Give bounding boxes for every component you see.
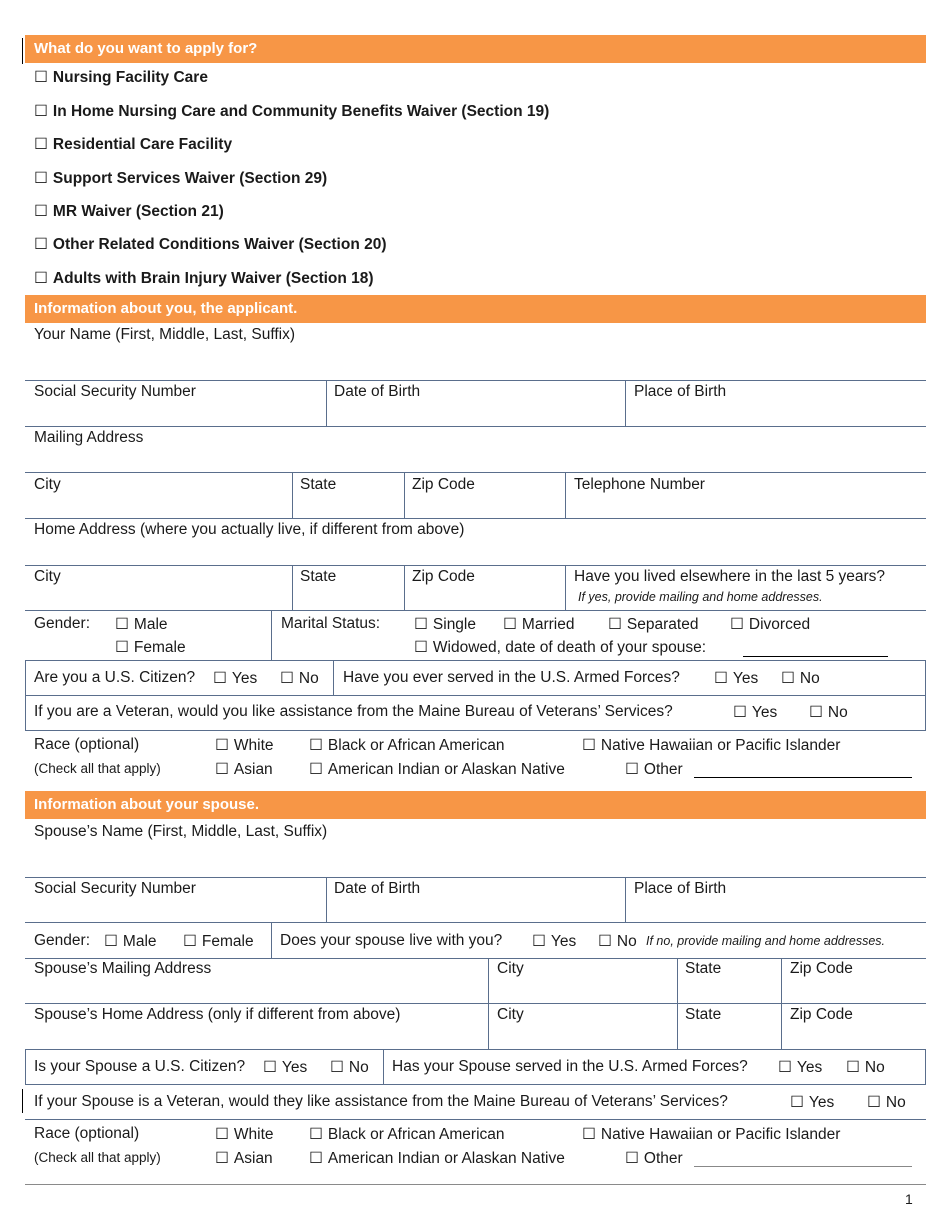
applicant-zip-label: Zip Code [412, 476, 475, 493]
apply-option-support-services[interactable]: ☐ Support Services Waiver (Section 29) [34, 170, 328, 187]
applicant-mailing-field[interactable] [25, 449, 926, 471]
gender-label: Gender: [34, 615, 91, 632]
checkbox-icon[interactable]: ☐ [183, 933, 197, 950]
lived-elsewhere-note: If yes, provide mailing and home addresses. [578, 590, 823, 604]
divider [25, 660, 926, 661]
checkbox-icon[interactable]: ☐ [34, 69, 48, 86]
veteran-no-option[interactable]: ☐ No [809, 704, 848, 721]
checkbox-icon[interactable]: ☐ [598, 933, 612, 950]
armed-yes-option[interactable]: ☐ Yes [714, 670, 759, 687]
checkbox-icon[interactable]: ☐ [733, 704, 747, 721]
divider [25, 695, 26, 730]
checkbox-icon[interactable]: ☐ [625, 761, 639, 778]
spouse-veteran-question: If your Spouse is a Veteran, would they like assistance from the Maine Bureau of Veterans’ Services? [34, 1093, 728, 1110]
checkbox-icon[interactable]: ☐ [414, 639, 428, 656]
spouse-pob-field[interactable] [626, 900, 926, 921]
divider [25, 380, 926, 381]
spouse-name-field[interactable] [25, 843, 926, 876]
apply-option-brain-injury[interactable]: ☐ Adults with Brain Injury Waiver (Section 18) [34, 270, 374, 287]
spouse-mailing-city-label: City [497, 960, 524, 977]
live-with-no-option[interactable]: ☐ No [598, 933, 637, 950]
spouse-home-city-label: City [497, 1006, 524, 1023]
checkbox-icon[interactable]: ☐ [115, 616, 129, 633]
checkbox-icon[interactable]: ☐ [213, 670, 227, 687]
checkbox-icon[interactable]: ☐ [867, 1094, 881, 1111]
divider [925, 1049, 926, 1084]
applicant-pob-field[interactable] [626, 403, 926, 425]
divider [25, 610, 926, 611]
marital-separated-option[interactable]: ☐ Separated [608, 616, 699, 633]
divider [25, 958, 926, 959]
applicant-home-label: Home Address (where you actually live, if different from above) [34, 521, 465, 538]
spouse-home-state-label: State [685, 1006, 722, 1023]
divider [925, 660, 926, 695]
applicant-home-city-label: City [34, 568, 61, 585]
divider [271, 922, 272, 958]
veteran-yes-option[interactable]: ☐ Yes [733, 704, 778, 721]
spouse-veteran-yes-option[interactable]: ☐ Yes [790, 1094, 835, 1111]
section-header-apply: What do you want to apply for? [25, 35, 926, 63]
spouse-armed-no-option[interactable]: ☐ No [846, 1059, 885, 1076]
checkbox-icon[interactable]: ☐ [34, 203, 48, 220]
divider [565, 565, 566, 611]
lived-elsewhere-question: Have you lived elsewhere in the last 5 years? [574, 568, 886, 585]
spouse-pob-label: Place of Birth [634, 880, 727, 897]
page-number: 1 [905, 1191, 913, 1207]
spouse-mailing-field[interactable] [25, 980, 487, 1002]
spouse-citizen-yes-option[interactable]: ☐ Yes [263, 1059, 308, 1076]
spouse-ssn-field[interactable] [25, 900, 325, 921]
applicant-pob-label: Place of Birth [634, 383, 727, 400]
divider [677, 1003, 678, 1049]
applicant-dob-label: Date of Birth [334, 383, 421, 400]
applicant-state-field[interactable] [293, 496, 403, 518]
divider [25, 565, 926, 566]
apply-option-residential-care[interactable]: ☐ Residential Care Facility [34, 136, 233, 153]
checkbox-icon[interactable]: ☐ [608, 616, 622, 633]
gender-male-option[interactable]: ☐ Male [115, 616, 168, 633]
spouse-mailing-zip-label: Zip Code [790, 960, 853, 977]
spouse-race-label: Race (optional) [34, 1125, 140, 1142]
applicant-ssn-field[interactable] [25, 403, 325, 425]
checkbox-icon[interactable]: ☐ [215, 1150, 229, 1167]
divider [25, 730, 926, 731]
race-native-american-option[interactable]: ☐ American Indian or Alaskan Native [309, 761, 565, 778]
spouse-race-asian-option[interactable]: ☐ Asian [215, 1150, 273, 1167]
applicant-home-field[interactable] [25, 541, 926, 563]
spouse-home-zip-label: Zip Code [790, 1006, 853, 1023]
live-with-yes-option[interactable]: ☐ Yes [532, 933, 577, 950]
applicant-city-field[interactable] [25, 496, 292, 518]
checkbox-icon[interactable]: ☐ [34, 170, 48, 187]
divider [333, 660, 334, 695]
divider [25, 1119, 926, 1120]
divider [25, 472, 926, 473]
checkbox-icon[interactable]: ☐ [280, 670, 294, 687]
checkbox-icon[interactable]: ☐ [625, 1150, 639, 1167]
checkbox-icon[interactable]: ☐ [104, 933, 118, 950]
race-sublabel: (Check all that apply) [34, 761, 161, 776]
divider [383, 1049, 384, 1084]
checkbox-icon[interactable]: ☐ [309, 761, 323, 778]
checkbox-icon[interactable]: ☐ [414, 616, 428, 633]
checkbox-icon[interactable]: ☐ [34, 103, 48, 120]
widowed-date-field[interactable] [743, 656, 888, 657]
marital-married-option[interactable]: ☐ Married [503, 616, 575, 633]
spouse-gender-label: Gender: [34, 932, 91, 949]
spouse-gender-female-option[interactable]: ☐ Female [183, 933, 254, 950]
checkbox-icon[interactable]: ☐ [34, 236, 48, 253]
divider [781, 958, 782, 1003]
spouse-mailing-state-label: State [685, 960, 722, 977]
spouse-armed-question: Has your Spouse served in the U.S. Armed Forces? [392, 1058, 748, 1075]
spouse-veteran-no-option[interactable]: ☐ No [867, 1094, 906, 1111]
divider [25, 660, 26, 695]
armed-no-option[interactable]: ☐ No [781, 670, 820, 687]
citizen-no-option[interactable]: ☐ No [280, 670, 319, 687]
section-header-spouse: Information about your spouse. [25, 791, 926, 819]
checkbox-icon[interactable]: ☐ [34, 270, 48, 287]
section-header-applicant: Information about you, the applicant. [25, 295, 926, 323]
race-white-option[interactable]: ☐ White [215, 737, 274, 754]
spouse-dob-label: Date of Birth [334, 880, 421, 897]
spouse-home-label: Spouse’s Home Address (only if different from above) [34, 1006, 401, 1023]
checkbox-icon[interactable]: ☐ [846, 1059, 860, 1076]
checkbox-icon[interactable]: ☐ [532, 933, 546, 950]
checkbox-icon[interactable]: ☐ [730, 616, 744, 633]
checkbox-icon[interactable]: ☐ [809, 704, 823, 721]
checkbox-icon[interactable]: ☐ [781, 670, 795, 687]
checkbox-icon[interactable]: ☐ [309, 737, 323, 754]
checkbox-icon[interactable]: ☐ [215, 761, 229, 778]
marital-divorced-option[interactable]: ☐ Divorced [730, 616, 811, 633]
apply-option-mr-waiver[interactable]: ☐ MR Waiver (Section 21) [34, 203, 224, 220]
divider [25, 922, 926, 923]
footer-divider [25, 1184, 926, 1185]
spouse-gender-male-option[interactable]: ☐ Male [104, 933, 157, 950]
spouse-dob-field[interactable] [327, 900, 625, 921]
race-black-option[interactable]: ☐ Black or African American [309, 737, 505, 754]
citizen-question: Are you a U.S. Citizen? [34, 669, 196, 686]
armed-forces-question: Have you ever served in the U.S. Armed Forces? [343, 669, 680, 686]
divider [271, 610, 272, 660]
checkbox-icon[interactable]: ☐ [309, 1150, 323, 1167]
cursor-mark [22, 1089, 23, 1113]
checkbox-icon[interactable]: ☐ [215, 1126, 229, 1143]
divider [25, 877, 926, 878]
divider [781, 1003, 782, 1049]
live-with-note: If no, provide mailing and home addresses. [646, 934, 886, 948]
apply-option-nursing-facility[interactable]: ☐ Nursing Facility Care [34, 69, 208, 86]
checkbox-icon[interactable]: ☐ [115, 639, 129, 656]
checkbox-icon[interactable]: ☐ [790, 1094, 804, 1111]
citizen-yes-option[interactable]: ☐ Yes [213, 670, 258, 687]
apply-option-other-related[interactable]: ☐ Other Related Conditions Waiver (Section 20) [34, 236, 387, 253]
spouse-race-white-option[interactable]: ☐ White [215, 1126, 274, 1143]
checkbox-icon[interactable]: ☐ [582, 737, 596, 754]
spouse-race-black-option[interactable]: ☐ Black or African American [309, 1126, 505, 1143]
applicant-phone-field[interactable] [566, 496, 926, 518]
race-other-option[interactable]: ☐ Other [625, 761, 683, 778]
divider [25, 695, 926, 696]
race-other-field[interactable] [694, 777, 912, 778]
applicant-ssn-label: Social Security Number [34, 383, 196, 400]
spouse-citizen-no-option[interactable]: ☐ No [330, 1059, 369, 1076]
applicant-dob-field[interactable] [327, 403, 625, 425]
checkbox-icon[interactable]: ☐ [34, 136, 48, 153]
applicant-home-zip-label: Zip Code [412, 568, 475, 585]
apply-option-in-home-waiver[interactable]: ☐ In Home Nursing Care and Community Benefits Waiver (Section 19) [34, 103, 550, 120]
divider [677, 958, 678, 1003]
divider [25, 1003, 926, 1004]
spouse-race-sublabel: (Check all that apply) [34, 1150, 161, 1165]
divider [25, 518, 926, 519]
spouse-armed-yes-option[interactable]: ☐ Yes [778, 1059, 823, 1076]
divider [488, 1003, 489, 1049]
spouse-race-other-field[interactable] [694, 1166, 912, 1167]
race-label: Race (optional) [34, 736, 140, 753]
applicant-mailing-label: Mailing Address [34, 429, 144, 446]
applicant-name-label: Your Name (First, Middle, Last, Suffix) [34, 326, 296, 343]
spouse-ssn-label: Social Security Number [34, 880, 196, 897]
marital-single-option[interactable]: ☐ Single [414, 616, 476, 633]
checkbox-icon[interactable]: ☐ [215, 737, 229, 754]
divider [488, 958, 489, 1003]
divider [25, 1084, 926, 1085]
spouse-race-other-option[interactable]: ☐ Other [625, 1150, 683, 1167]
checkbox-icon[interactable]: ☐ [714, 670, 728, 687]
marital-status-label: Marital Status: [281, 615, 381, 632]
checkbox-icon[interactable]: ☐ [330, 1059, 344, 1076]
race-asian-option[interactable]: ☐ Asian [215, 761, 273, 778]
applicant-phone-label: Telephone Number [574, 476, 705, 493]
checkbox-icon[interactable]: ☐ [778, 1059, 792, 1076]
spouse-live-with-question: Does your spouse live with you? [280, 932, 503, 949]
divider [25, 1049, 926, 1050]
checkbox-icon[interactable]: ☐ [263, 1059, 277, 1076]
divider [25, 426, 926, 427]
divider [25, 1049, 26, 1084]
applicant-home-state-label: State [300, 568, 337, 585]
marital-widowed-option[interactable]: ☐ Widowed, date of death of your spouse: [414, 639, 707, 656]
divider [925, 695, 926, 730]
checkbox-icon[interactable]: ☐ [582, 1126, 596, 1143]
applicant-name-field[interactable] [25, 345, 926, 379]
veteran-question: If you are a Veteran, would you like assistance from the Maine Bureau of Veterans’ Services? [34, 703, 673, 720]
spouse-name-label: Spouse’s Name (First, Middle, Last, Suffix) [34, 823, 328, 840]
spouse-home-field[interactable] [25, 1026, 487, 1048]
applicant-zip-field[interactable] [405, 496, 565, 518]
checkbox-icon[interactable]: ☐ [503, 616, 517, 633]
race-hawaiian-option[interactable]: ☐ Native Hawaiian or Pacific Islander [582, 737, 841, 754]
applicant-city-label: City [34, 476, 61, 493]
spouse-race-native-american-option[interactable]: ☐ American Indian or Alaskan Native [309, 1150, 565, 1167]
applicant-state-label: State [300, 476, 337, 493]
spouse-mailing-label: Spouse’s Mailing Address [34, 960, 212, 977]
divider [404, 565, 405, 611]
gender-female-option[interactable]: ☐ Female [115, 639, 186, 656]
spouse-citizen-question: Is your Spouse a U.S. Citizen? [34, 1058, 246, 1075]
checkbox-icon[interactable]: ☐ [309, 1126, 323, 1143]
cursor-mark [22, 38, 23, 64]
spouse-race-hawaiian-option[interactable]: ☐ Native Hawaiian or Pacific Islander [582, 1126, 841, 1143]
divider [292, 565, 293, 611]
